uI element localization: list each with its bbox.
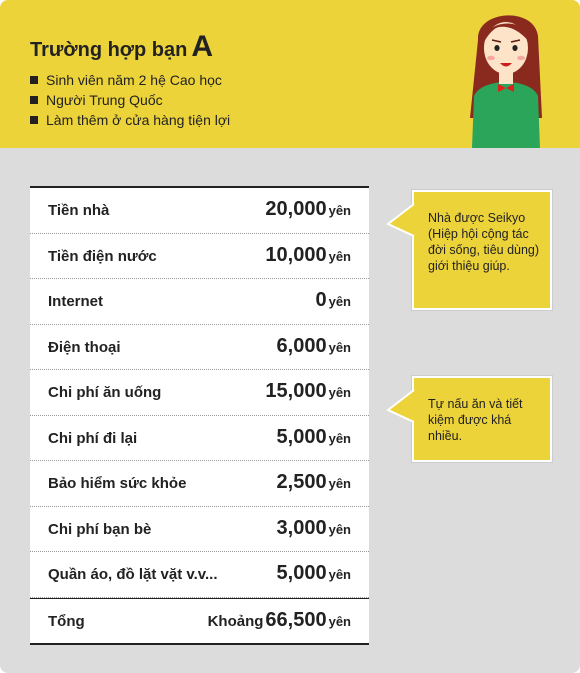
row-label: Bảo hiểm sức khỏe — [48, 475, 187, 492]
row-value: 2,500 yên — [276, 471, 351, 493]
case-title-text: Trường hợp bạn — [30, 39, 188, 61]
profile-bullet-list — [30, 70, 230, 130]
student-avatar-icon — [466, 0, 546, 148]
table-row — [30, 279, 369, 325]
row-label: Tiền nhà — [48, 202, 110, 219]
table-row — [30, 370, 369, 416]
note-bubble-cooking — [412, 376, 552, 462]
row-value: 20,000 yên — [265, 198, 351, 220]
table-row — [30, 325, 369, 371]
total-row — [30, 598, 369, 643]
table-row — [30, 507, 369, 553]
row-label: Quần áo, đồ lặt vặt v.v... — [48, 566, 218, 583]
profile-bullet: Người Trung Quốc — [30, 90, 230, 110]
row-value: 5,000 yên — [276, 562, 351, 584]
table-row — [30, 416, 369, 462]
bullet-square-icon — [30, 76, 38, 84]
total-label: Tổng — [48, 612, 85, 630]
profile-bullet: Sinh viên năm 2 hệ Cao học — [30, 70, 230, 90]
expense-table — [30, 186, 369, 645]
row-value: 10,000 yên — [265, 243, 351, 266]
case-title — [30, 30, 213, 64]
note-text: Tự nấu ăn và tiết kiệm được khá nhiều. — [428, 397, 523, 443]
note-text: Nhà được Seikyo (Hiệp hội cộng tác đời sống, tiêu dùng) giới thiệu giúp. — [428, 211, 540, 273]
row-label: Chi phí đi lại — [48, 429, 138, 447]
case-title-letter: A — [191, 30, 214, 63]
profile-header — [0, 0, 580, 148]
profile-bullet: Làm thêm ở cửa hàng tiện lợi — [30, 110, 230, 130]
table-row — [30, 461, 369, 507]
speech-tail-icon — [386, 202, 416, 242]
bullet-square-icon — [30, 96, 38, 104]
row-label: Chi phí bạn bè — [48, 520, 152, 538]
table-row — [30, 552, 369, 598]
table-row — [30, 188, 369, 234]
total-value: Khoảng 66,500 yên — [207, 608, 351, 631]
row-label: Chi phí ăn uống — [48, 384, 162, 401]
row-label: Điện thoại — [48, 338, 121, 356]
row-value: 3,000 yên — [276, 516, 351, 539]
note-bubble-housing — [412, 190, 552, 310]
row-value: 15,000 yên — [265, 380, 351, 402]
bullet-square-icon — [30, 116, 38, 124]
row-value: 6,000 yên — [276, 334, 351, 357]
row-label: Internet — [48, 293, 104, 310]
row-value: 5,000 yên — [276, 425, 351, 448]
table-row — [30, 234, 369, 280]
row-label: Tiền điện nước — [48, 247, 157, 265]
speech-tail-icon — [386, 388, 416, 428]
row-value: 0 yên — [315, 289, 351, 311]
